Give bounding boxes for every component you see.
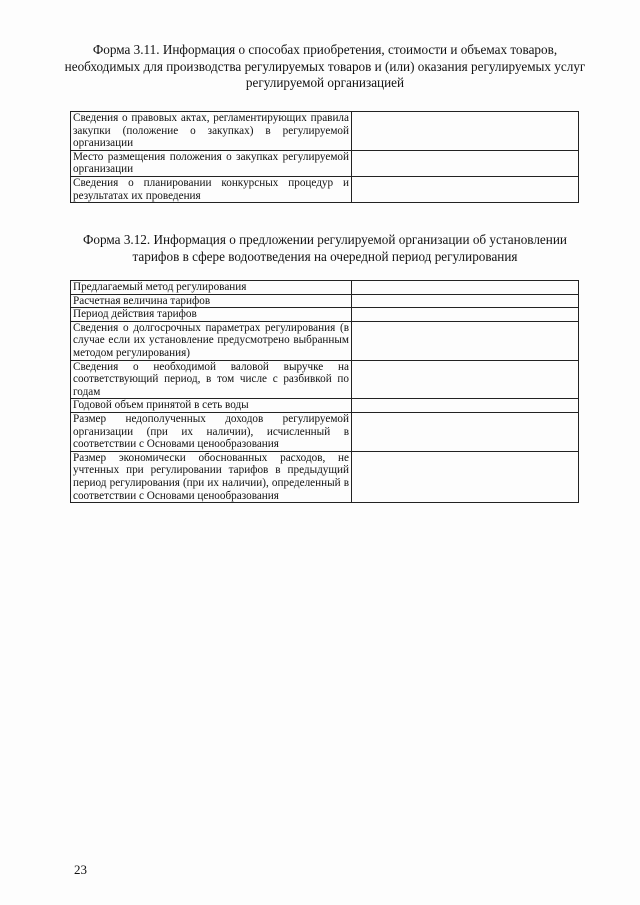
form-3-12-title: Форма 3.12. Информация о предложении регулируемой организации об установлении тарифов в сфере водоотведения на очередной период регулирования bbox=[83, 232, 567, 264]
table-row bbox=[71, 112, 579, 151]
row-label: Сведения о правовых актах, регламентирующих правила закупки (положение о закупках) в регулируемой организации bbox=[71, 112, 352, 151]
row-label: Размер недополученных доходов регулируемой организации (при их наличии), исчисленный в соответствии с Основами ценообразования bbox=[71, 412, 352, 451]
table-row bbox=[71, 308, 579, 322]
row-value bbox=[352, 451, 579, 502]
row-label: Расчетная величина тарифов bbox=[71, 294, 352, 308]
table-row bbox=[71, 294, 579, 308]
row-value bbox=[352, 281, 579, 295]
row-label: Сведения о необходимой валовой выручке на соответствующий период, в том числе с разбивкой по годам bbox=[71, 360, 352, 399]
page-number: 23 bbox=[74, 862, 87, 877]
row-label: Период действия тарифов bbox=[71, 308, 352, 322]
row-value bbox=[352, 412, 579, 451]
row-label: Годовой объем принятой в сеть воды bbox=[71, 399, 352, 413]
form-3-11-title: Форма 3.11. Информация о способах приобретения, стоимости и объемах товаров, необходимых для производства регулируемых товаров и (или) оказания регулируемых услуг регулируемой организацией bbox=[64, 42, 586, 90]
row-label: Место размещения положения о закупках регулируемой организации bbox=[71, 150, 352, 176]
row-value bbox=[352, 112, 579, 151]
table-row bbox=[71, 281, 579, 295]
row-value bbox=[352, 399, 579, 413]
table-row bbox=[71, 176, 579, 202]
table-row bbox=[71, 399, 579, 413]
table-row bbox=[71, 451, 579, 502]
row-value bbox=[352, 308, 579, 322]
form-3-12-table bbox=[70, 280, 579, 503]
row-label: Предлагаемый метод регулирования bbox=[71, 281, 352, 295]
table-row bbox=[71, 321, 579, 360]
row-value bbox=[352, 176, 579, 202]
table-row bbox=[71, 412, 579, 451]
row-value bbox=[352, 360, 579, 399]
row-value bbox=[352, 294, 579, 308]
row-label: Сведения о долгосрочных параметрах регулирования (в случае если их установление предусмотрено выбранным методом регулирования) bbox=[71, 321, 352, 360]
table-row bbox=[71, 150, 579, 176]
row-value bbox=[352, 321, 579, 360]
form-3-11-table bbox=[70, 111, 579, 203]
row-value bbox=[352, 150, 579, 176]
table-row bbox=[71, 360, 579, 399]
row-label: Сведения о планировании конкурсных процедур и результатах их проведения bbox=[71, 176, 352, 202]
row-label: Размер экономически обоснованных расходов, не учтенных при регулировании тарифов в предыдущий период регулирования (при их наличии), определенный в соответствии с Основами ценообразования bbox=[71, 451, 352, 502]
